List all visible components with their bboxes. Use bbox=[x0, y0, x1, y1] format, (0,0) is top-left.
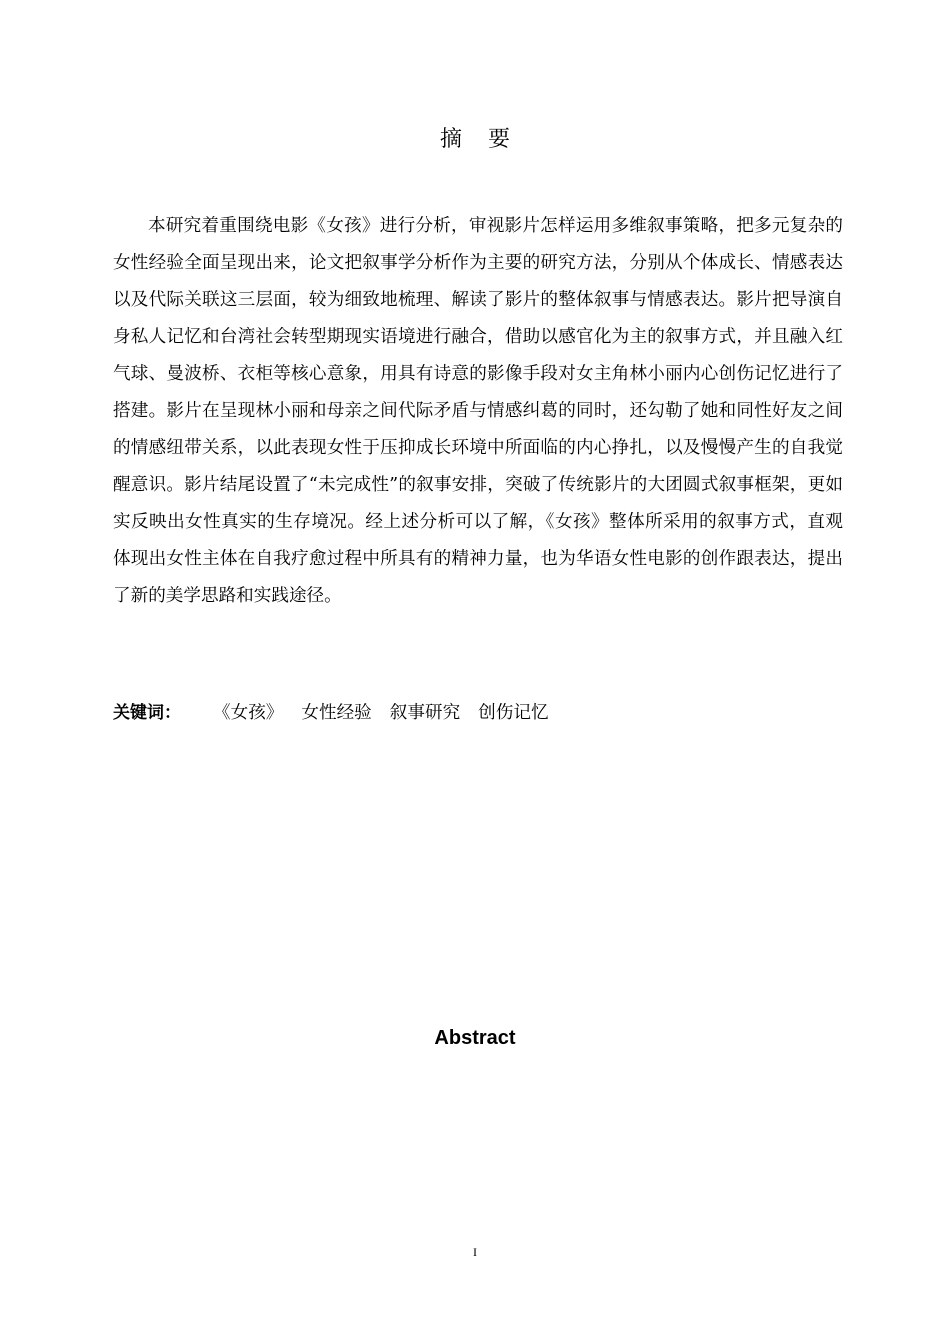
keywords-label: 关键词： bbox=[113, 703, 181, 723]
keyword-item: 女性经验 bbox=[301, 703, 372, 723]
abstract-title-cn: 摘要 bbox=[439, 127, 536, 152]
keywords-line bbox=[113, 697, 843, 729]
page-number: I bbox=[473, 1245, 477, 1259]
abstract-body-cn: 本研究着重围绕电影《女孩》进行分析，审视影片怎样运用多维叙事策略，把多元复杂的女性经验全面呈现出来，论文把叙事学分析作为主要的研究方法，分别从个体成长、情感表达以及代际关联这三层面，较为细致地梳理、解读了影片的整体叙事与情感表达。影片把导演自身私人记忆和台湾社会转型期现实语境进行融合，借助以感官化为主的叙事方式，并且融入红气球、曼波桥、衣柜等核心意象，用具有诗意的影像手段对女主角林小丽内心创伤记忆进行了搭建。影片在呈现林小丽和母亲之间代际矛盾与情感纠葛的同时，还勾勒了她和同性好友之间的情感纽带关系，以此表现女性于压抑成长环境中所面临的内心挣扎，以及慢慢产生的自我觉醒意识。影片结尾设置了“未完成性”的叙事安排，突破了传统影片的大团圆式叙事框架，更如实反映出女性真实的生存境况。经上述分析可以了解，《女孩》整体所采用的叙事方式，直观体现出女性主体在自我疗愈过程中所具有的精神力量，也为华语女性电影的创作跟表达，提出了新的美学思路和实践途径。 bbox=[113, 216, 843, 606]
keyword-item: 《女孩》 bbox=[213, 703, 284, 723]
abstract-title-en: Abstract bbox=[434, 1027, 516, 1049]
keyword-item: 叙事研究 bbox=[389, 703, 461, 723]
keyword-item: 创伤记忆 bbox=[478, 703, 549, 723]
